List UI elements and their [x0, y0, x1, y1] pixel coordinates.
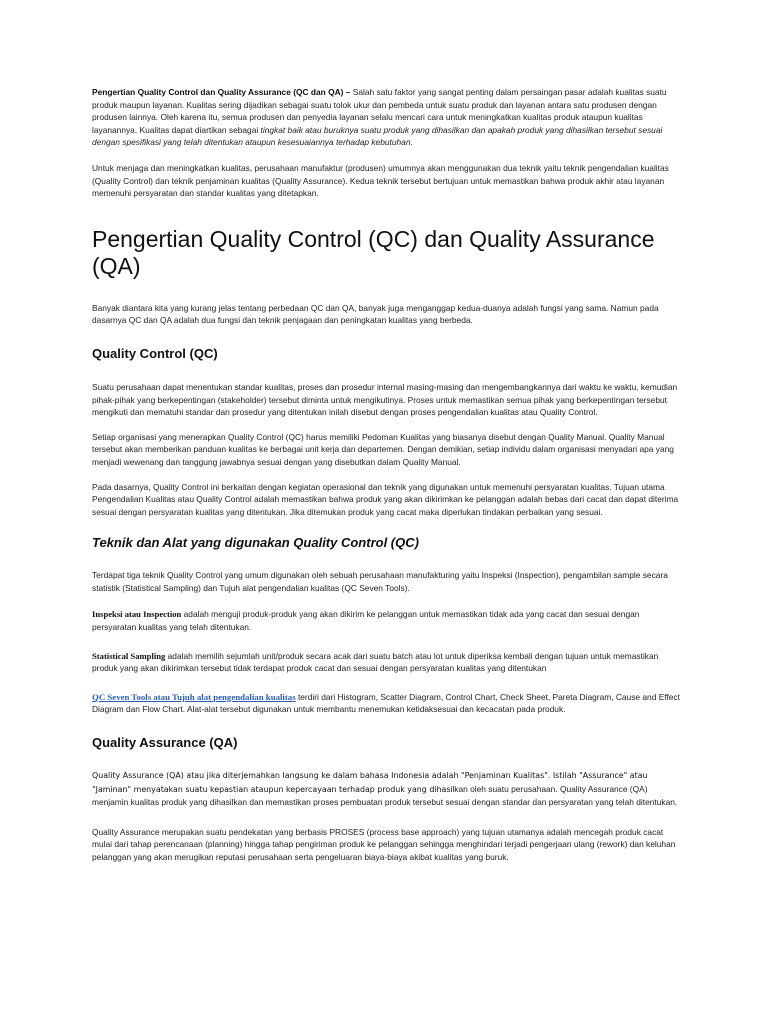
- document-page: [92, 86, 682, 864]
- intro-paragraph-2: Untuk menjaga dan meningkatkan kualitas, perusahaan manufaktur (produsen) umumnya akan menggunakan dua teknik yaitu teknik pengendalian kualitas (Quality Control) dan teknik penjaminan kualitas (Quality Assurance). Kedua teknik tersebut bertujuan untuk memastikan bahwa produk akhir atau layanan memenuhi persyaratan dan standar kualitas yang ditetapkan.: [92, 162, 669, 199]
- seven-tools-link[interactable]: QC Seven Tools atau Tujuh alat pengendalian kualitas: [92, 691, 296, 702]
- qa-paragraph-2: Quality Assurance merupakan suatu pendekatan yang berbasis PROSES (process base approach) yang tujuan utamanya adalah mencegah produk cacat mulai dari tahap perencanaan (planning) hingga tahap pengiriman produk ke pelanggan sehingga menghindari terjadi pengerjaan ulang (rework) dan keluhan pelanggan yang akan merugikan reputasi perusahaan serta pengeluaran biaya-biaya akibat kualitas yang buruk.: [92, 826, 676, 862]
- qc-heading: Quality Control (QC): [92, 345, 218, 361]
- inspection-paragraph: [92, 608, 682, 633]
- tools-heading: Teknik dan Alat yang digunakan Quality Control (QC): [92, 535, 419, 551]
- sampling-paragraph: [92, 650, 682, 675]
- tools-paragraph: Terdapat tiga teknik Quality Control yang umum digunakan oleh sebuah perusahaan manufakturing yaitu Inspeksi (Inspection), pengambilan sample secara statistik (Statistical Sampling) dan Tujuh alat pengendalian kualitas (QC Seven Tools).: [92, 570, 668, 593]
- inspection-term: Inspeksi atau Inspection: [92, 609, 182, 620]
- sampling-text: adalah memilih sejumlah unit/produk secara acak dari suatu batch atau lot untuk diperiksa kembali dengan tujuan untuk memastikan produk yang akan dikirimkan tersebut tidak terdapat produk cacat dan sesuai dengan persyaratan kualitas yang ditentukan: [92, 650, 659, 674]
- intro-lead-text: Salah satu faktor yang sangat penting dalam persaingan pasar adalah kualitas suatu produk maupun layanan. Kualitas sering dijadikan sebagai suatu tolok ukur dan pembeda untuk suatu produk dan layanan antara satu produsen dengan produsen lainnya. Oleh karena itu, semua produsen dan penyedia layanan selalu mencari cara untuk meningkatkan kualitas produk ataupun kualitas layanannya. Kualitas dapat diartikan sebagai: [92, 87, 667, 135]
- inspection-text: adalah menguji produk-produk yang akan dikirim ke pelanggan untuk memastikan tidak ada yang cacat dan sesuai dengan persyaratan kualitas yang telah ditentukan.: [92, 609, 640, 633]
- qa-heading: Quality Assurance (QA): [92, 735, 238, 751]
- qc-paragraph-2: Setiap organisasi yang menerapkan Quality Control (QC) harus memiliki Pedoman Kualitas yang biasanya disebut dengan Quality Manual. Quality Manual tersebut akan memberikan panduan kualitas ke berbagai unit kerja dan departemen. Dengan demikian, setiap individu dalam organisasi menyadari apa yang menjadi wewenang dan tanggung jawabnya sesuai dengan yang disebutkan dalam Quality Manual.: [92, 431, 674, 467]
- qa-paragraph-1-rest: silkan oleh suatu perusahaan. Quality Assurance (QA) menjamin kualitas produk yang dihasilkan dan memastikan proses pembuatan produk tersebut sesuai dengan standar dan persyaratan yang telah ditentukan.: [92, 783, 678, 808]
- sampling-term: Statistical Sampling: [92, 650, 166, 661]
- intro-paragraph: [92, 86, 682, 149]
- main-paragraph: Banyak diantara kita yang kurang jelas tentang perbedaan QC dan QA, banyak juga menganggap kedua-duanya adalah fungsi yang sama. Namun pada dasarnya QC dan QA adalah dua fungsi dan teknik penjagaan dan peningkatan kualitas yang berbeda.: [92, 302, 659, 326]
- qa-paragraph-1: [92, 769, 682, 809]
- intro-lead-italic: tingkat baik atau buruknya suatu produk yang dihasilkan dan apakah produk yang dihasilkan tersebut sesuai dengan spesifikasi yang telah ditentukan ataupun kesesuaiannya terhadap kebutuhan.: [92, 124, 663, 148]
- intro-lead-bold: Pengertian Quality Control dan Quality Assurance (QC dan QA) –: [92, 87, 351, 97]
- qa-paragraph-1-lead: Quality Assurance (QA) atau jika diterjemahkan langsung ke dalam bahasa Indonesia adalah "Penjaminan Kualitas". Istilah "Assurance" atau "Jaminan" menyatakan suatu kepastian ataupun kepercayaan terhadap produk yang diha: [92, 771, 648, 794]
- seven-tools-text: terdiri dari Histogram, Scatter Diagram, Control Chart, Check Sheet, Pareta Diagram, Cause and Effect Diagram dan Flow Chart. Alat-alat tersebut digunakan untuk membantu menemukan ketidaksesuai dan kecacatan pada produk.: [92, 691, 680, 715]
- seven-tools-paragraph: [92, 691, 682, 716]
- main-title: Pengertian Quality Control (QC) dan Quality Assurance (QA): [92, 225, 655, 279]
- qc-paragraph-3: Pada dasarnya, Quality Control ini berkaitan dengan kegiatan operasional dan teknik yang digunakan untuk memenuhi persyaratan kualitas. Tujuan utama Pengendalian Kualitas atau Quality Control adalah memastikan bahwa produk yang akan dikirimkan ke pelanggan adalah bebas dari cacat dan dapat diterima sesuai dengan persyaratan kualitas yang ditentukan. Jika ditemukan produk yang cacat maka diperlukan tindakan perbaikan yang sesuai.: [92, 481, 679, 517]
- qc-paragraph-1: Suatu perusahaan dapat menentukan standar kualitas, proses dan prosedur internal masing-masing dan mengembangkannya dari waktu ke waktu, kemudian pihak-pihak yang berkepentingan (stakeholder) tersebut diminta untuk mengikutinya. Proses untuk memastikan semua pihak yang berkepentingan tersebut mengikuti dan mematuhi standar dan prosedur yang ditentukan inilah disebut dengan proses pengendalian kualitas atau Quality Control.: [92, 381, 678, 418]
